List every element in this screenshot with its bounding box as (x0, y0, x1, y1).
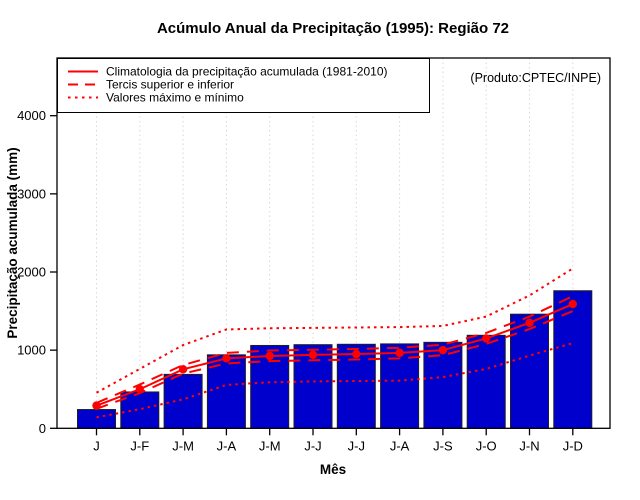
bar-J-1 (78, 410, 116, 429)
marker-climatologia (439, 346, 447, 354)
marker-climatologia (482, 334, 490, 342)
x-tick-label: J-M (258, 438, 281, 454)
y-axis-label: Precipitação acumulada (mm) (5, 147, 20, 339)
x-tick-label: J-D (562, 438, 583, 454)
legend-item-max-min: Valores máximo e mínimo (106, 90, 244, 105)
marker-climatologia (266, 352, 274, 360)
marker-climatologia (525, 319, 533, 327)
produto-label: (Produto:CPTEC/INPE) (470, 71, 601, 85)
x-tick-label: J-O (475, 438, 497, 454)
bar-J-D-12 (554, 291, 592, 429)
legend-item-tercis: Tercis superior e inferior (106, 77, 235, 92)
y-tick-label: 2000 (17, 264, 46, 280)
chart-title: Acúmulo Anual da Precipitação (1995): Região 72 (156, 20, 510, 37)
x-tick-label: J-A (389, 438, 410, 454)
bar-J-F-2 (121, 392, 159, 428)
x-tick-label: J-S (433, 438, 453, 454)
y-tick-label: 4000 (17, 108, 46, 124)
x-tick-label: J-F (130, 438, 150, 454)
y-tick-label: 1000 (17, 342, 46, 358)
bar-J-M-3 (164, 374, 202, 428)
marker-climatologia (569, 300, 577, 308)
chart-plot-area (17, 58, 610, 453)
bar-J-N-11 (511, 314, 549, 428)
marker-climatologia (352, 350, 360, 358)
x-tick-label: J-N (519, 438, 540, 454)
x-tick-label: J-J (304, 438, 322, 454)
x-tick-label: J (93, 438, 100, 454)
x-axis-label: Mês (319, 462, 347, 477)
y-tick-label: 0 (38, 420, 46, 436)
bar-J-O-10 (467, 335, 505, 428)
marker-climatologia (309, 351, 317, 359)
x-tick-label: J-A (216, 438, 237, 454)
marker-climatologia (179, 365, 187, 373)
y-tick-label: 3000 (17, 186, 46, 202)
marker-climatologia (222, 354, 230, 362)
x-tick-label: J-M (172, 438, 194, 454)
legend-item-climatologia: Climatologia da precipitação acumulada (1981-2010) (106, 64, 388, 79)
marker-climatologia (92, 401, 100, 409)
chart-legend (58, 59, 430, 113)
marker-climatologia (136, 385, 144, 393)
marker-climatologia (395, 349, 403, 357)
x-tick-label: J-J (347, 438, 365, 454)
